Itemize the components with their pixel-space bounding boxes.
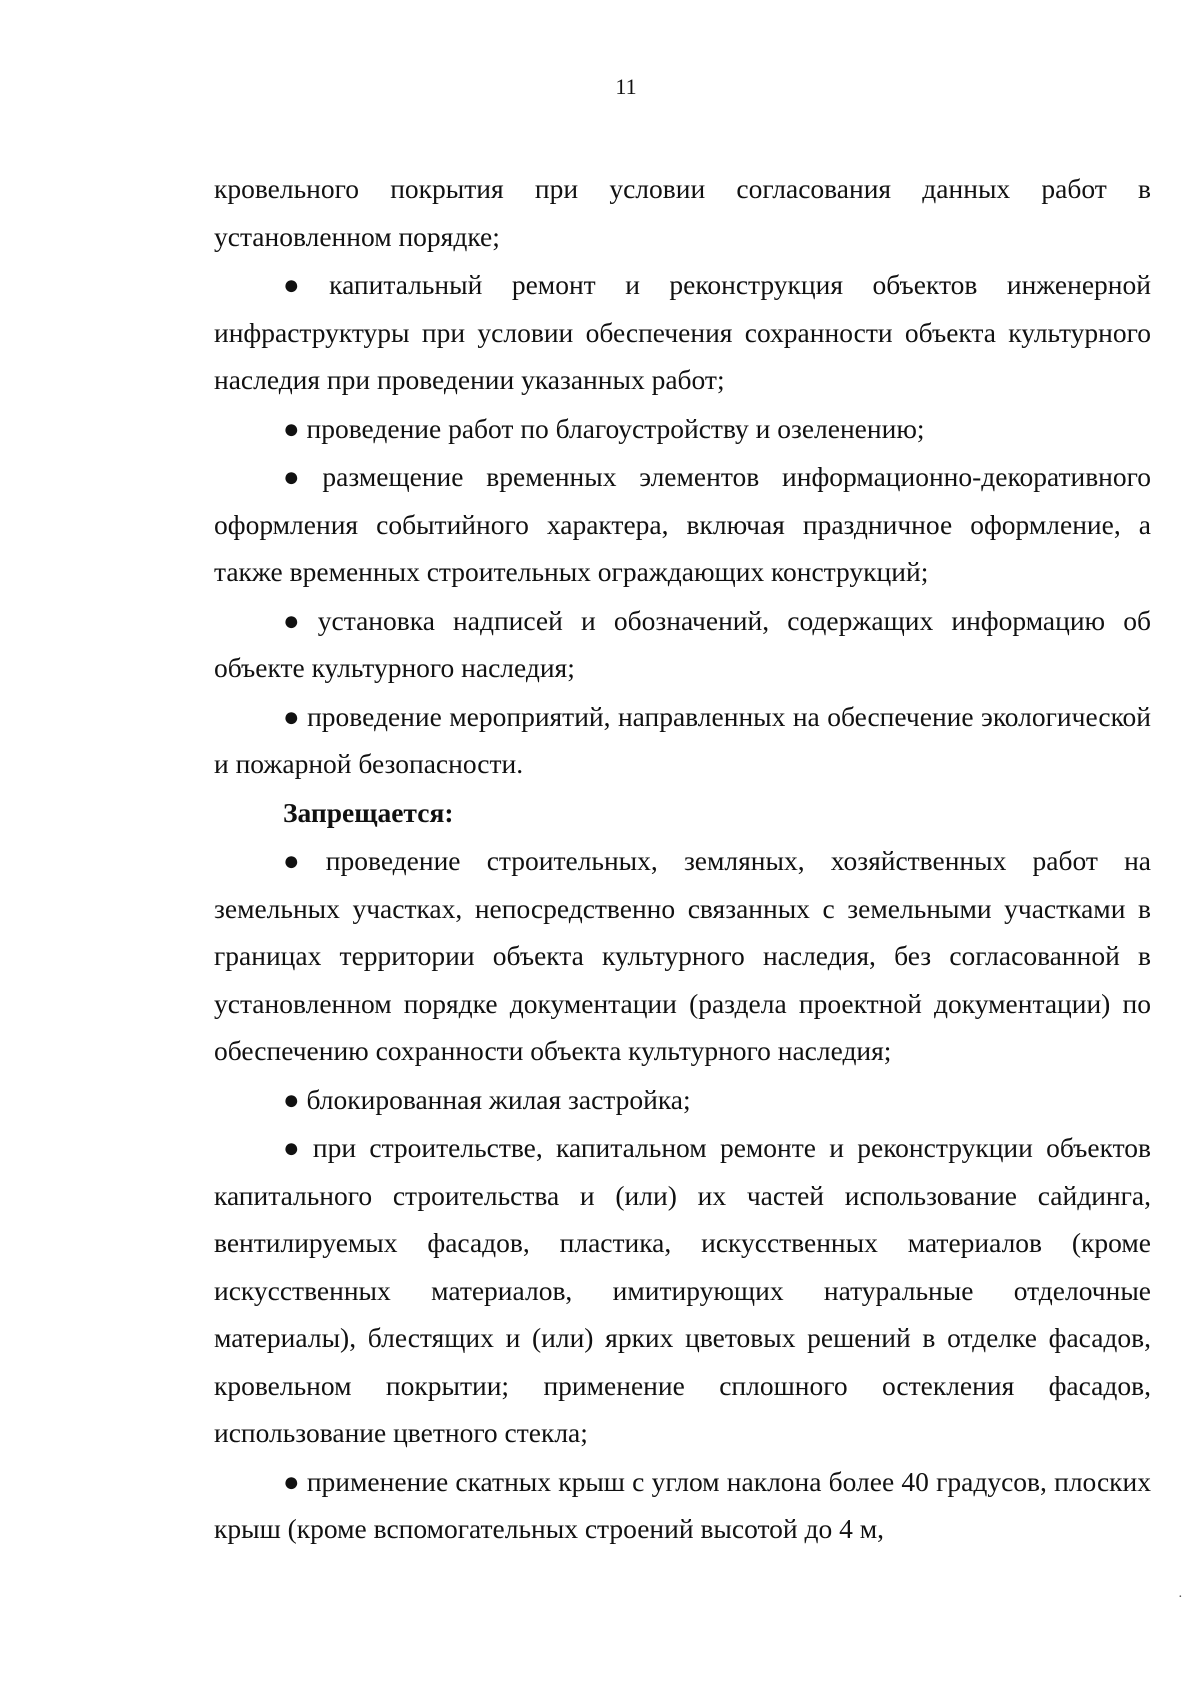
list-item — [214, 693, 1151, 788]
text-body — [214, 165, 1151, 1554]
list-item-text: при строительстве, капитальном ремонте и реконструкции объектов капитального строительства и (или) их частей использование сайдинга, вентилируемых фасадов, пластика, искусственных материалов (кроме искусственных материалов, имитирующих натуральные отделочные материалы), блестящих и (или) ярких цветовых решений в отделке фасадов, кровельном покрытии; применение сплошного остекления фасадов, использование цветного стекла; — [214, 1132, 1151, 1448]
bullet-icon: ● — [283, 1465, 300, 1497]
list-item — [214, 261, 1151, 404]
list-item — [214, 597, 1151, 692]
bullet-icon: ● — [283, 1132, 300, 1163]
section-heading: Запрещается: — [283, 796, 454, 828]
list-item — [214, 1076, 1151, 1124]
bullet-icon: ● — [283, 845, 300, 876]
list-item-text: размещение временных элементов информационно-декоративного оформления событийного характера, включая праздничное оформление, а также временных строительных ограждающих конструкций; — [214, 461, 1151, 587]
list-item — [214, 837, 1151, 1075]
paragraph-continuation — [214, 165, 1151, 260]
list-item — [214, 1124, 1151, 1457]
page-number: 11 — [615, 74, 637, 99]
list-item-text: проведение работ по благоустройству и озеленению; — [306, 412, 925, 444]
list-item — [214, 1458, 1151, 1553]
paragraph-text: кровельного покрытия при условии согласования данных работ в установленном порядке; — [214, 173, 1151, 252]
list-item-text: блокированная жилая застройка; — [306, 1083, 691, 1115]
scan-speck: · — [1178, 1590, 1183, 1605]
bullet-icon: ● — [283, 461, 300, 492]
list-item-text: установка надписей и обозначений, содержащих информацию об объекте культурного наследия; — [214, 604, 1151, 683]
list-item — [214, 453, 1151, 596]
list-item-text: капитальный ремонт и реконструкция объектов инженерной инфраструктуры при условии обеспечения сохранности объекта культурного наследия при проведении указанных работ; — [214, 269, 1151, 395]
bullet-icon: ● — [283, 604, 300, 636]
bullet-icon: ● — [283, 412, 300, 444]
bullet-icon: ● — [283, 700, 300, 732]
list-item-text: проведение мероприятий, направленных на обеспечение экологической и пожарной безопасности. — [214, 700, 1152, 779]
bullet-icon: ● — [283, 269, 300, 300]
list-item-text: применение скатных крыш с углом наклона более 40 градусов, плоских крыш (кроме вспомогательных строений высотой до 4 м, — [214, 1465, 1152, 1544]
bullet-icon: ● — [283, 1083, 300, 1115]
list-item — [214, 405, 1151, 453]
list-item-text: проведение строительных, земляных, хозяйственных работ на земельных участках, непосредственно связанных с земельными участками в границах территории объекта культурного наследия, без согласованной в установленном порядке документации (раздела проектной документации) по обеспечению сохранности объекта культурного наследия; — [214, 845, 1151, 1066]
